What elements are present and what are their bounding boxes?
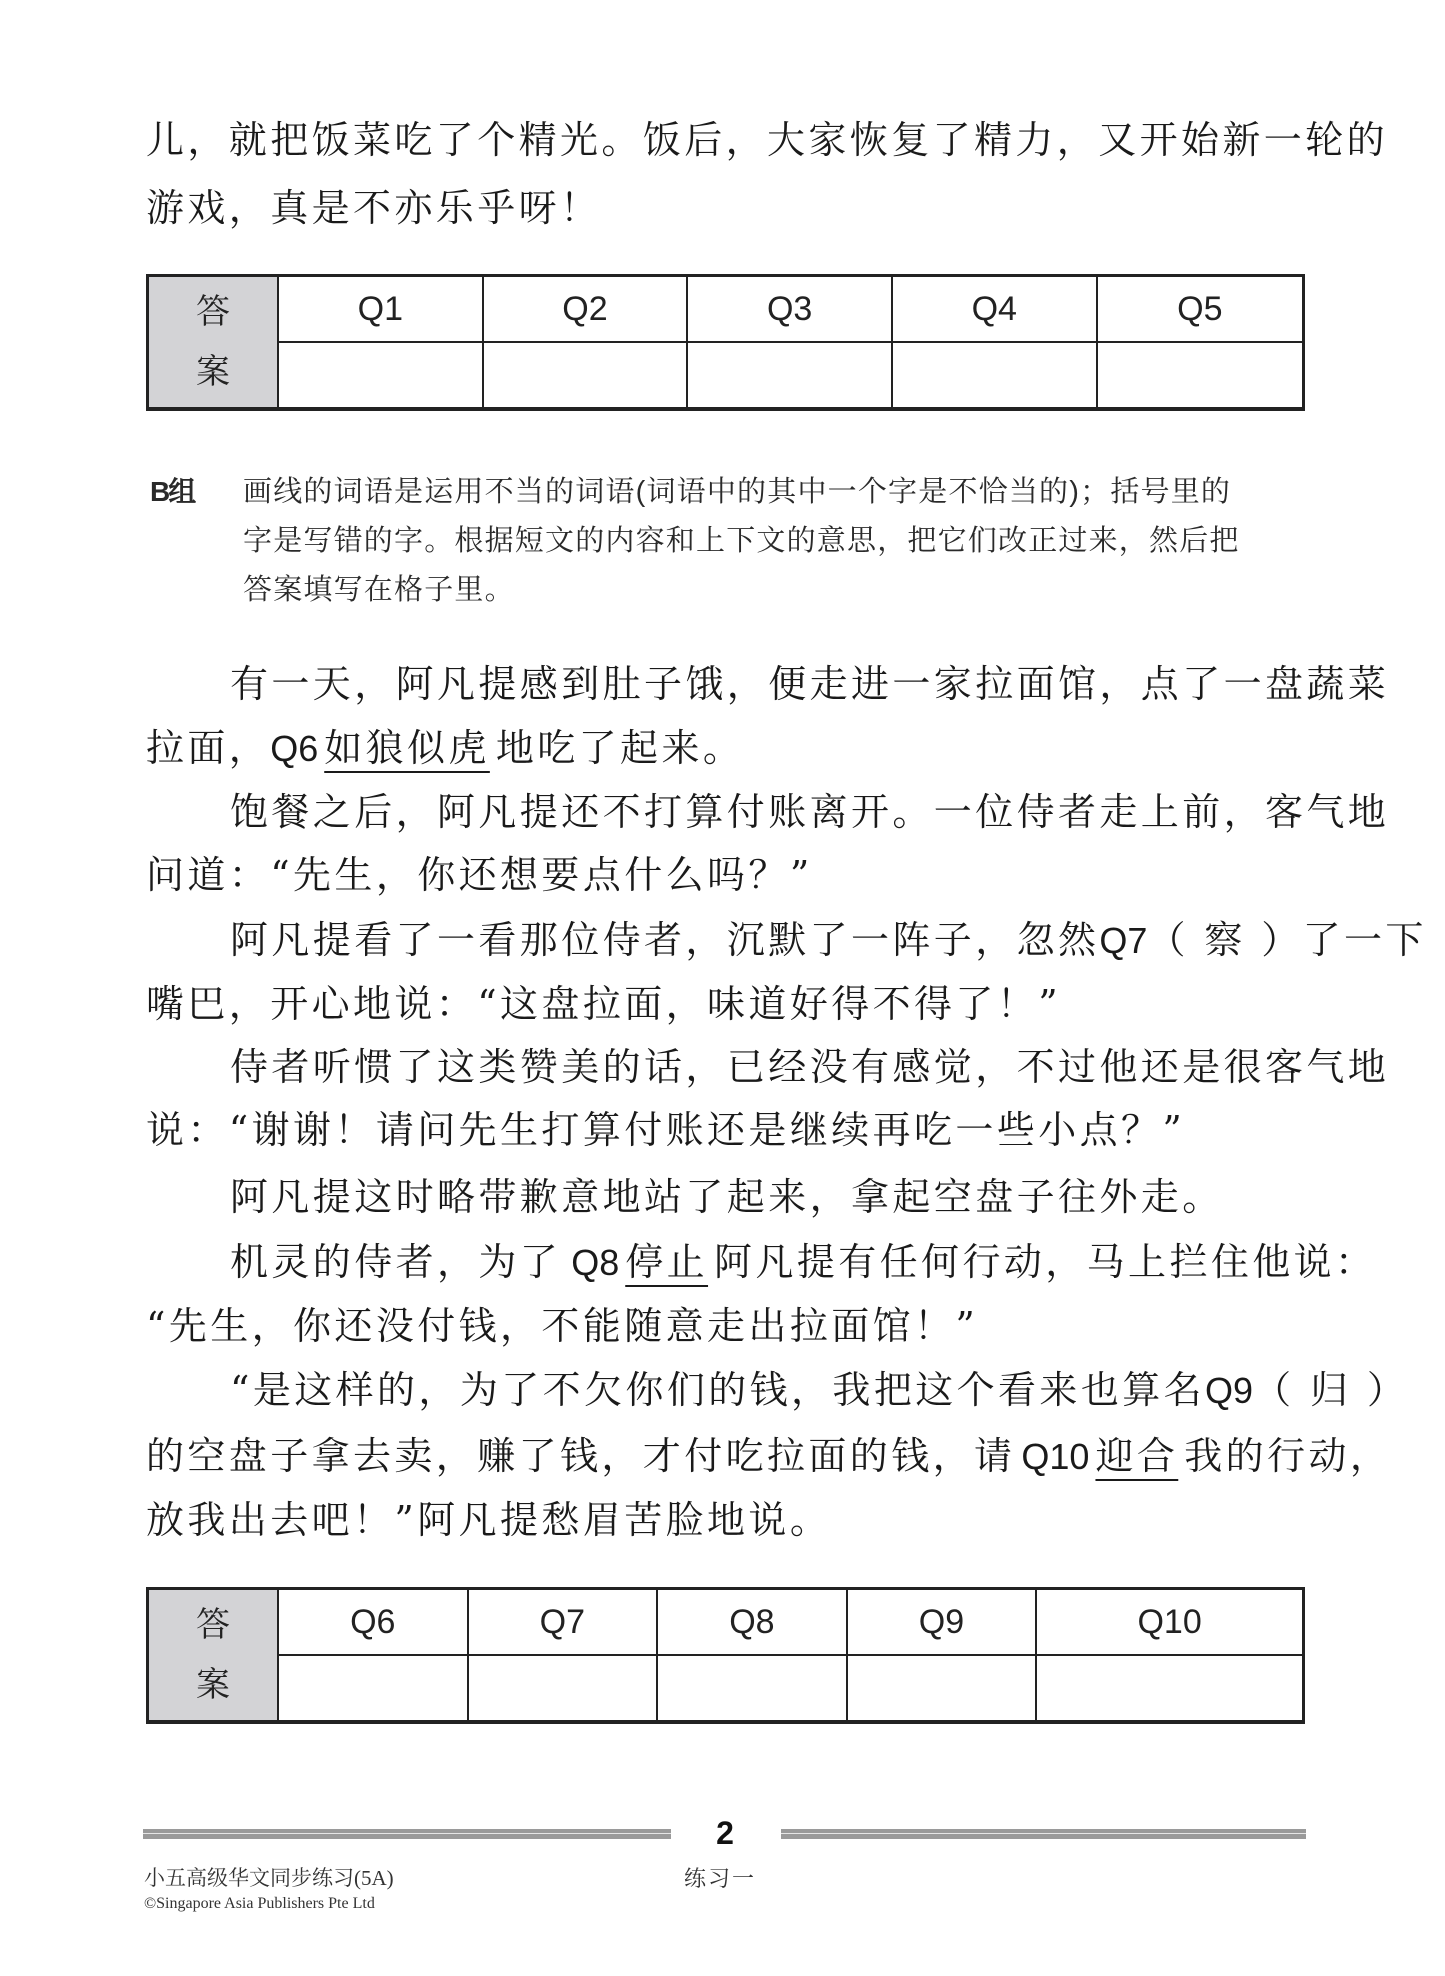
underlined-word-q10: 迎合 [1095,1434,1179,1478]
question-header-q5: Q5 [1097,276,1304,343]
footer-rule-left [143,1829,671,1839]
answer-label [148,276,279,410]
story-line: 饱餐之后，阿凡提还不打算付账离开。一位侍者走上前，客气地 [230,790,1390,834]
answer-label-char: 答 [196,1606,230,1644]
answer-table-2 [146,1587,1305,1724]
unit-title: 练习一 [684,1866,757,1891]
answer-label-char: 案 [196,1666,230,1704]
answer-label-char: 答 [196,293,230,331]
story-line [146,728,1306,769]
question-label-q6: Q6 [270,728,319,769]
footer-rule-right [781,1829,1306,1839]
story-line: 说：“谢谢！请问先生打算付账还是继续再吃一些小点？” [146,1108,1186,1152]
answer-cell-q2[interactable] [483,342,688,409]
story-line: 嘴巴，开心地说：“这盘拉面，味道好得不得了！” [146,982,1062,1026]
passage-line: 儿，就把饭菜吃了个精光。饭后，大家恢复了精力，又开始新一轮的 [146,118,1389,162]
question-header-q9: Q9 [847,1589,1037,1656]
story-line [146,1240,1377,1284]
question-header-q7: Q7 [468,1589,658,1656]
answer-label [148,1589,279,1723]
answer-cell-q4[interactable] [892,342,1097,409]
question-header-q10: Q10 [1036,1589,1303,1656]
story-line [146,918,1427,962]
answer-cell-q5[interactable] [1097,342,1304,409]
story-line [146,1434,1392,1478]
answer-cell-q8[interactable] [657,1655,847,1722]
answer-label-char: 案 [196,353,230,391]
story-text: “是这样的，为了不欠你们的钱，我把这个看来也算名 [230,1368,1206,1412]
question-header-q2: Q2 [483,276,688,343]
story-text: 拉面， [146,726,271,770]
story-line: 问道：“先生，你还想要点什么吗？” [146,853,813,897]
story-text: 的空盘子拿去卖，赚了钱，才付吃拉面的钱，请 [146,1434,1016,1478]
section-b-instruction-line: 字是写错的字。根据短文的内容和上下文的意思，把它们改正过来，然后把 [243,525,1240,557]
underlined-word-q6: 如狼似虎 [324,726,490,770]
story-text: 机灵的侍者，为了 [230,1240,562,1284]
section-b-label: B组 [150,476,195,507]
passage-line: 游戏，真是不亦乐乎呀！ [146,186,602,230]
story-text: 地吃了起来。 [495,726,745,770]
section-b-instruction-line: 画线的词语是运用不当的词语(词语中的其中一个字是不恰当的)；括号里的 [243,476,1232,508]
question-label-q8: Q8 [571,1242,620,1283]
story-text: 阿凡提看了一看那位侍者，沉默了一阵子，忽然 [230,918,1100,962]
question-label-q10: Q10 [1021,1436,1090,1477]
story-line: “先生，你还没付钱，不能随意走出拉面馆！” [146,1304,979,1348]
question-header-q6: Q6 [278,1589,468,1656]
story-line: 侍者听惯了这类赞美的话，已经没有感觉，不过他还是很客气地 [230,1045,1390,1089]
bracketed-char-q7: （ 察 ） [1147,918,1303,962]
answer-cell-q6[interactable] [278,1655,468,1722]
answer-cell-q1[interactable] [278,342,483,409]
story-text: 我的行动， [1184,1434,1392,1478]
question-header-q3: Q3 [687,276,892,343]
section-b-instruction-line: 答案填写在格子里。 [243,574,515,606]
underlined-word-q8: 停止 [625,1240,709,1284]
bracketed-char-q9: （ 归 ） [1253,1368,1409,1412]
question-label-q9: Q9 [1205,1370,1254,1411]
answer-table-1 [146,274,1305,411]
story-line: 放我出去吧！”阿凡提愁眉苦脸地说。 [146,1498,832,1542]
question-label-q7: Q7 [1099,920,1148,961]
question-header-q1: Q1 [278,276,483,343]
story-line: 阿凡提这时略带歉意地站了起来，拿起空盘子往外走。 [230,1175,1224,1219]
answer-cell-q9[interactable] [847,1655,1037,1722]
story-text: 阿凡提有任何行动，马上拦住他说： [714,1240,1377,1284]
story-text: 了一下 [1302,918,1427,962]
story-line [146,1368,1409,1412]
question-header-q8: Q8 [657,1589,847,1656]
answer-cell-q10[interactable] [1036,1655,1303,1722]
answer-cell-q7[interactable] [468,1655,658,1722]
book-title: 小五高级华文同步练习(5A) [144,1866,394,1890]
page-number: 2 [716,1815,734,1851]
question-header-q4: Q4 [892,276,1097,343]
answer-cell-q3[interactable] [687,342,892,409]
copyright: ©Singapore Asia Publishers Pte Ltd [144,1895,375,1912]
story-line: 有一天，阿凡提感到肚子饿，便走进一家拉面馆，点了一盘蔬菜 [230,662,1390,706]
